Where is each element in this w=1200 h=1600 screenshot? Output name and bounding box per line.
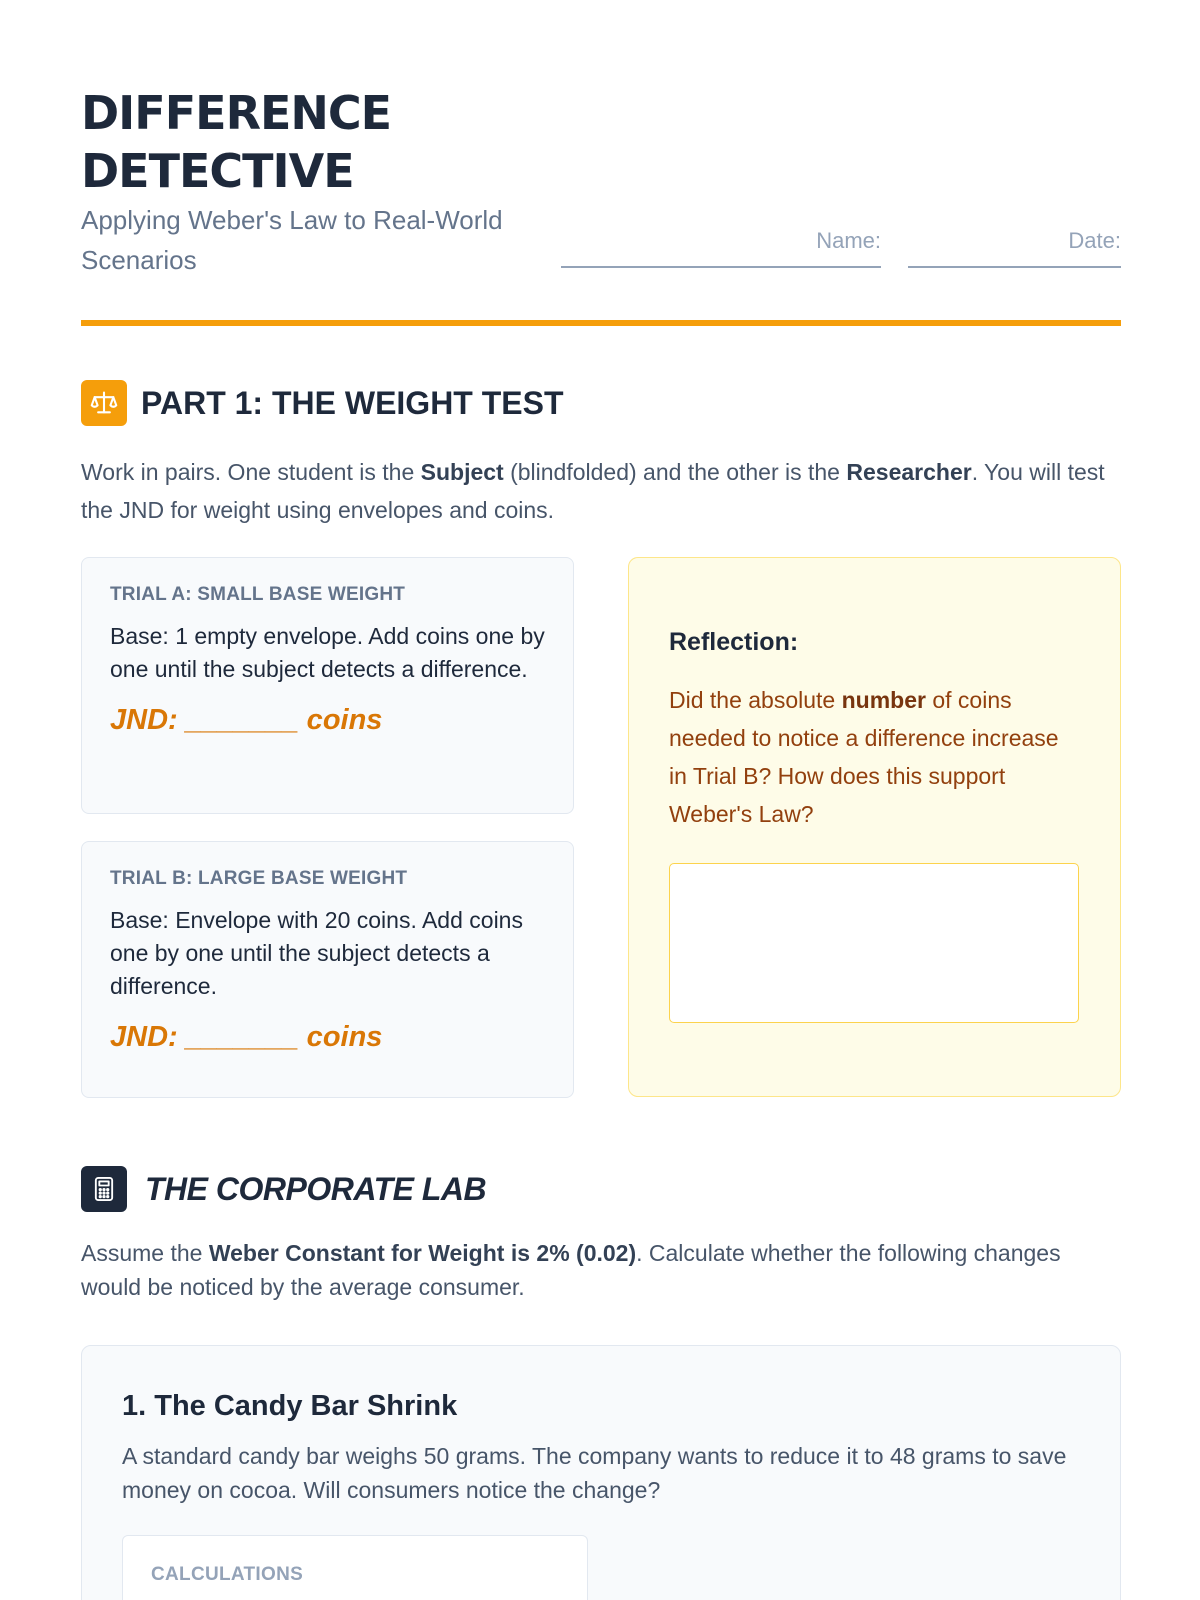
title-line-1: DIFFERENCE [81, 86, 392, 140]
problem-1-body: A standard candy bar weighs 50 grams. The company wants to reduce it to 48 grams to save money on cocoa. Will consumers notice the change? [122, 1443, 1067, 1503]
reflection-answer-box[interactable] [669, 863, 1079, 1023]
trial-a-body: Base: 1 empty envelope. Add coins one by one until the subject detects a difference. [110, 623, 545, 682]
trial-b-jnd[interactable]: JND: _______ coins [110, 1021, 383, 1053]
calculations-label: CALCULATIONS [151, 1564, 304, 1585]
reflection-title: Reflection: [669, 628, 799, 656]
part1-intro: Work in pairs. One student is the Subject (blindfolded) and the other is the Researcher. You will test the JND for weight using envelopes and coins. [81, 459, 1105, 523]
corporate-lab-title: THE CORPORATE LAB [145, 1170, 487, 1207]
header-divider [81, 320, 1121, 326]
name-field[interactable] [561, 222, 881, 268]
subject-term: Subject [420, 459, 504, 485]
trial-a-label: TRIAL A: SMALL BASE WEIGHT [110, 584, 406, 605]
trial-a-card [81, 557, 574, 814]
problem-1-card [81, 1345, 1121, 1600]
corporate-lab-heading [81, 1166, 486, 1212]
trial-b-body: Base: Envelope with 20 coins. Add coins one by one until the subject detects a difference. [110, 907, 523, 999]
page-subtitle: Applying Weber's Law to Real-World Scenarios [81, 205, 503, 275]
trial-b-card [81, 841, 574, 1098]
name-label: Name: [816, 228, 881, 253]
calculator-icon [81, 1166, 127, 1212]
trial-b-label: TRIAL B: LARGE BASE WEIGHT [110, 868, 408, 889]
reflection-card [628, 557, 1121, 1097]
researcher-term: Researcher [846, 459, 972, 485]
reflection-question: Did the absolute number of coins needed to notice a difference increase in Trial B? How does this support Weber's Law? [669, 687, 1059, 827]
problem-1-title: 1. The Candy Bar Shrink [122, 1390, 458, 1422]
title-line-2: DETECTIVE [81, 144, 354, 198]
part1-title: PART 1: THE WEIGHT TEST [141, 384, 564, 421]
weber-constant-term: Weber Constant for Weight is 2% (0.02) [208, 1240, 637, 1266]
trial-a-jnd[interactable]: JND: _______ coins [110, 704, 383, 736]
date-field[interactable] [908, 222, 1121, 268]
part1-heading [81, 380, 564, 426]
page-title [81, 84, 391, 200]
corporate-lab-intro: Assume the Weber Constant for Weight is 2% (0.02). Calculate whether the following changes would be noticed by the average consumer. [81, 1240, 1061, 1300]
date-label: Date: [1068, 228, 1121, 253]
balance-scale-icon [81, 380, 127, 426]
calculations-box[interactable] [122, 1535, 588, 1600]
